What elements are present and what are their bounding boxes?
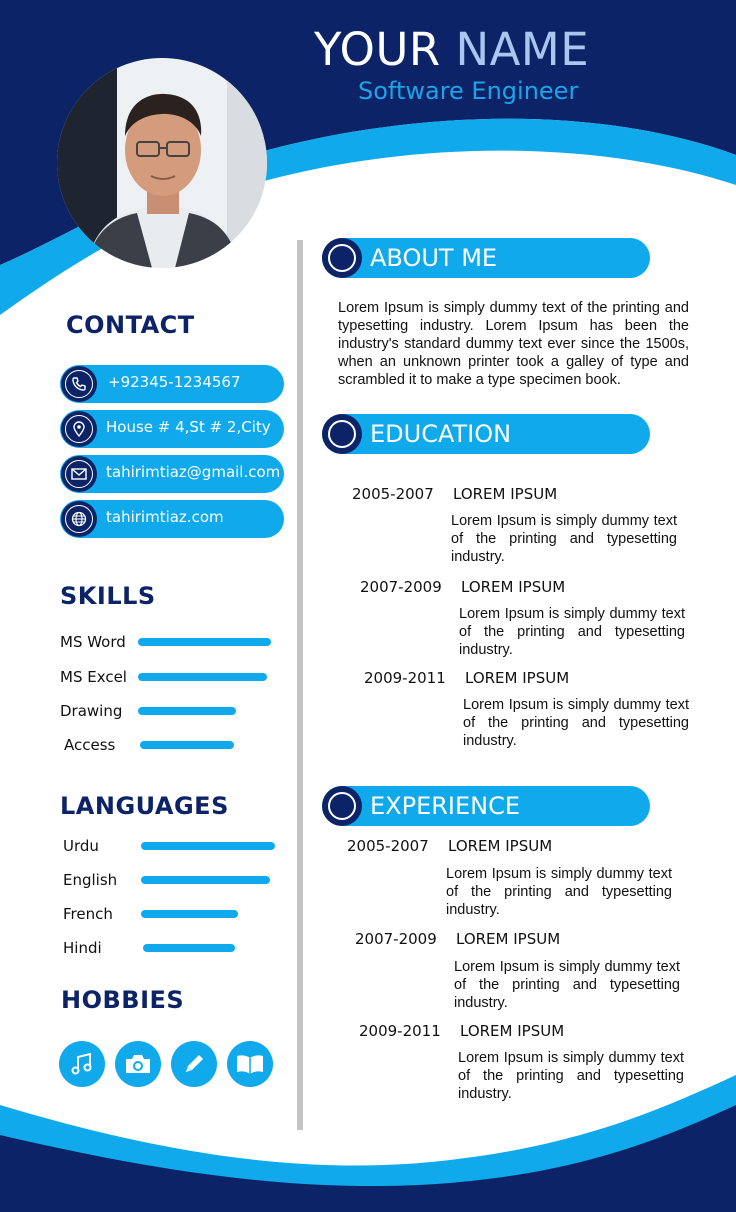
name-first: YOUR (314, 23, 441, 76)
languages-heading: LANGUAGES (60, 792, 229, 820)
language-bar (141, 910, 238, 918)
experience-heading: EXPERIENCE (370, 792, 521, 820)
contact-phone-text: +92345-1234567 (108, 373, 241, 391)
contact-email (60, 455, 284, 493)
education-title: LOREM IPSUM (453, 485, 558, 503)
camera-icon (115, 1041, 161, 1087)
education-desc: Lorem Ipsum is simply dummy text of the printing and typesetting industry. (459, 606, 685, 658)
education-years: 2007-2009 (360, 578, 442, 596)
experience-years: 2005-2007 (347, 837, 429, 855)
phone-icon (61, 366, 97, 402)
section-bullet-icon (322, 414, 362, 454)
language-bar (143, 944, 235, 952)
contact-address-text: House # 4,St # 2,City (106, 418, 271, 436)
hobbies-heading: HOBBIES (61, 986, 185, 1014)
contact-website (60, 500, 284, 538)
contact-website-text[interactable]: tahirimtiaz.com (106, 508, 224, 526)
contact-address (60, 410, 284, 448)
education-section-header (322, 414, 650, 454)
skill-bar (138, 707, 236, 715)
experience-years: 2007-2009 (355, 930, 437, 948)
experience-title: LOREM IPSUM (456, 930, 561, 948)
about-heading: ABOUT ME (370, 244, 498, 272)
book-icon (227, 1041, 273, 1087)
contact-heading: CONTACT (66, 311, 195, 339)
experience-desc: Lorem Ipsum is simply dummy text of the printing and typesetting industry. (446, 866, 672, 918)
profile-photo (57, 58, 267, 268)
skill-bar (138, 673, 267, 681)
language-label: Hindi (63, 939, 102, 957)
education-desc: Lorem Ipsum is simply dummy text of the printing and typesetting industry. (463, 697, 689, 749)
skill-label: MS Word (60, 633, 126, 651)
skill-bar (138, 638, 271, 646)
envelope-icon (61, 456, 97, 492)
skill-label: Drawing (60, 702, 123, 720)
education-desc: Lorem Ipsum is simply dummy text of the printing and typesetting industry. (451, 513, 677, 565)
about-section-header (322, 238, 650, 278)
globe-icon (61, 501, 97, 537)
job-title: Software Engineer (358, 77, 579, 105)
education-title: LOREM IPSUM (461, 578, 566, 596)
skill-label: MS Excel (60, 668, 127, 686)
pencil-icon (171, 1041, 217, 1087)
column-divider (297, 240, 303, 1130)
education-title: LOREM IPSUM (465, 669, 570, 687)
education-years: 2005-2007 (352, 485, 434, 503)
section-bullet-icon (322, 786, 362, 826)
section-bullet-icon (322, 238, 362, 278)
name-heading (314, 23, 590, 76)
language-bar (141, 876, 270, 884)
music-icon (59, 1041, 105, 1087)
skills-heading: SKILLS (60, 582, 156, 610)
education-heading: EDUCATION (370, 420, 512, 448)
experience-section-header (322, 786, 650, 826)
about-text: Lorem Ipsum is simply dummy text of the printing and typesetting industry. Lorem Ipsum has been the industry's standard dummy text ever since the 1500s, when an unknown printer took a galley of type and scrambled it to make a type specimen book. (338, 300, 689, 388)
experience-years: 2009-2011 (359, 1022, 441, 1040)
language-label: French (63, 905, 113, 923)
education-years: 2009-2011 (364, 669, 446, 687)
experience-desc: Lorem Ipsum is simply dummy text of the printing and typesetting industry. (458, 1050, 684, 1102)
language-label: Urdu (63, 837, 99, 855)
experience-title: LOREM IPSUM (448, 837, 553, 855)
language-bar (141, 842, 275, 850)
experience-desc: Lorem Ipsum is simply dummy text of the printing and typesetting industry. (454, 959, 680, 1011)
skill-label: Access (64, 736, 116, 754)
language-label: English (63, 871, 118, 889)
skill-bar (140, 741, 234, 749)
contact-phone (60, 365, 284, 403)
contact-email-text[interactable]: tahirimtiaz@gmail.com (106, 463, 281, 481)
name-last: NAME (455, 23, 590, 76)
location-pin-icon (61, 411, 97, 447)
experience-title: LOREM IPSUM (460, 1022, 565, 1040)
